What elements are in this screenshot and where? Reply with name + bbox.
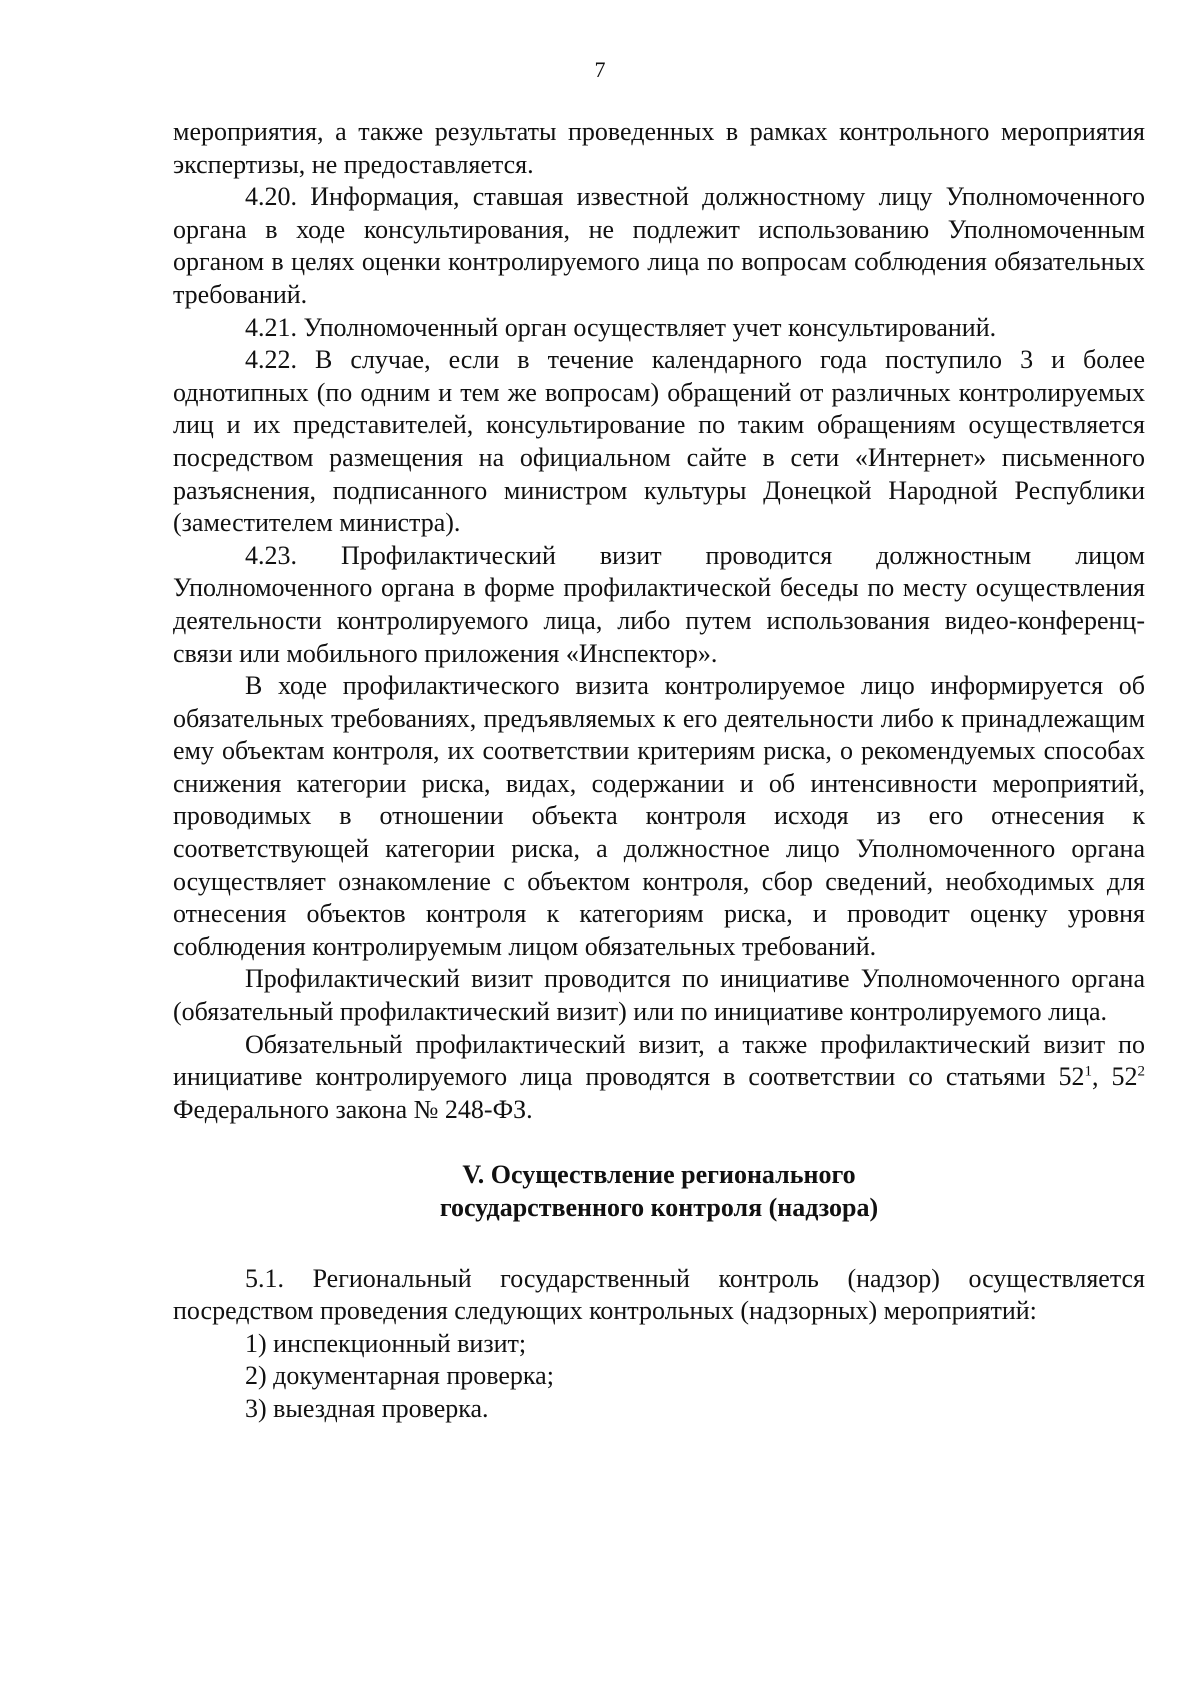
list-item: 2) документарная проверка;: [245, 1361, 554, 1391]
paragraph-continuation: мероприятия, а также результаты проведенных в рамках контрольного мероприятия экспертизы, не предоставляется.: [173, 117, 1145, 179]
paragraph-4-23: 4.23. Профилактический визит проводится должностным лицом Уполномоченного органа в форме профилактической беседы по месту осуществления деятельности контролируемого лица, либо путем использования видео-конференц-связи или мобильного приложения «Инспектор».: [173, 540, 1145, 668]
paragraph-4-20: 4.20. Информация, ставшая известной должностному лицу Уполномоченного органа в ходе консультирования, не подлежит использованию Уполномоченным органом в целях оценки контролируемого лица по вопросам соблюдения обязательных требований.: [173, 182, 1145, 309]
mandatory-visit-text-before: Обязательный профилактический визит, а также профилактический визит по инициативе контролируемого лица проводятся в соответствии со статьями 52: [173, 1029, 1145, 1092]
list-item: 1) инспекционный визит;: [245, 1328, 527, 1358]
paragraph-visit-course: В ходе профилактического визита контролируемое лицо информируется об обязательных требованиях, предъявляемых к его деятельности либо к принадлежащим ему объектам контроля, их соответствии критериям риска, о рекомендуемых способах снижения категории риска, видах, содержании и об интенсивности мероприятий, проводимых в отношении объекта контроля исходя из его отнесения к соответствующей категории риска, а должностное лицо Уполномоченного органа осуществляет ознакомление с объектом контроля, сбор сведений, необходимых для отнесения объектов контроля к категориям риска, и проводит оценку уровня соблюдения контролируемым лицом обязательных требований.: [173, 671, 1145, 961]
section-heading: [173, 1159, 1145, 1224]
list-item: 3) выездная проверка.: [245, 1393, 489, 1423]
page-number: 7: [594, 57, 606, 82]
section-heading-line-1: V. Осуществление регионального: [462, 1160, 856, 1190]
paragraph-5-1: 5.1. Региональный государственный контроль (надзор) осуществляется посредством проведения следующих контрольных (надзорных) мероприятий:: [173, 1263, 1145, 1326]
spacer: [173, 1225, 1145, 1263]
mandatory-visit-text-after: Федерального закона № 248-ФЗ.: [173, 1094, 533, 1124]
superscript-1: 1: [1084, 1063, 1092, 1080]
paragraph-4-22: 4.22. В случае, если в течение календарного года поступило 3 и более однотипных (по одним и тем же вопросам) обращений от различных контролируемых лиц и их представителей, консультирование по таким обращениям осуществляется посредством размещения на официальном сайте в сети «Интернет» письменного разъяснения, подписанного министром культуры Донецкой Народной Республики (заместителем министра).: [173, 345, 1145, 538]
paragraph-mandatory-visit: [173, 1029, 1145, 1127]
document-body: [173, 116, 1145, 1426]
paragraph-4-21: 4.21. Уполномоченный орган осуществляет учет консультирований.: [245, 312, 997, 342]
superscript-2: 2: [1137, 1063, 1145, 1080]
paragraph-visit-initiative: Профилактический визит проводится по инициативе Уполномоченного органа (обязательный профилактический визит) или по инициативе контролируемого лица.: [173, 964, 1145, 1027]
section-heading-line-2: государственного контроля (надзора): [439, 1193, 879, 1222]
spacer: [173, 1126, 1145, 1159]
mandatory-visit-text-middle: , 52: [1092, 1062, 1138, 1092]
